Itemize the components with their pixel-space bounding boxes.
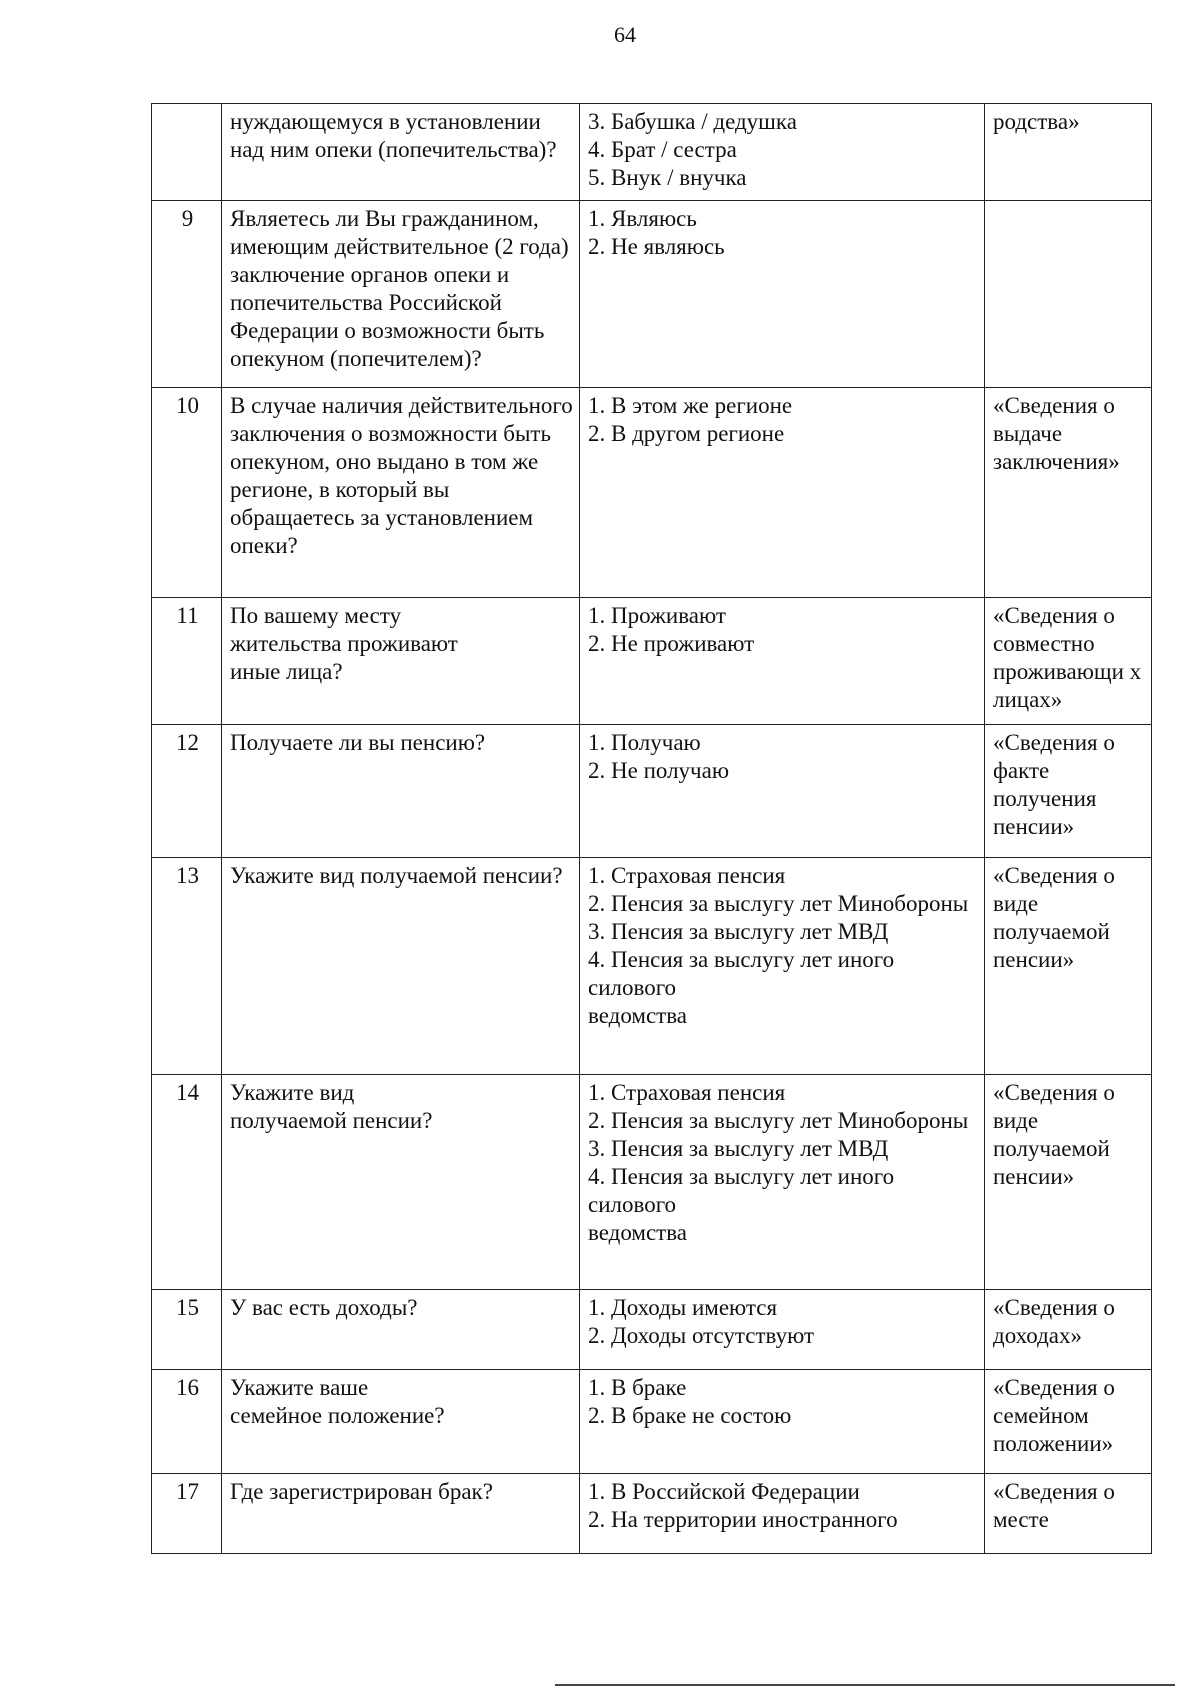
row-number: 11: [152, 598, 222, 725]
record-cell: «Сведения о виде получаемой пенсии»: [985, 1075, 1152, 1290]
record-cell: «Сведения о семейном положении»: [985, 1370, 1152, 1474]
table-row: [152, 201, 1152, 388]
row-number: 12: [152, 725, 222, 858]
record-cell: «Сведения о выдаче заключения»: [985, 388, 1152, 598]
answers-cell: 1. В браке 2. В браке не состою: [580, 1370, 985, 1474]
question-cell: нуждающемуся в установлении над ним опеки (попечительства)?: [222, 104, 580, 201]
question-cell: Укажите ваше семейное положение?: [222, 1370, 580, 1474]
table-row: [152, 1474, 1152, 1554]
question-cell: Укажите вид получаемой пенсии?: [222, 1075, 580, 1290]
question-cell: По вашему месту жительства проживают иные лица?: [222, 598, 580, 725]
table-row: [152, 1290, 1152, 1370]
table-row: [152, 1075, 1152, 1290]
table-row: [152, 1370, 1152, 1474]
record-cell: «Сведения о доходах»: [985, 1290, 1152, 1370]
answers-cell: 1. Страховая пенсия 2. Пенсия за выслугу лет Минобороны 3. Пенсия за выслугу лет МВД 4. Пенсия за выслугу лет иного силового ведомства: [580, 1075, 985, 1290]
answers-cell: 1. Являюсь 2. Не являюсь: [580, 201, 985, 388]
record-cell: родства»: [985, 104, 1152, 201]
table-row: [152, 598, 1152, 725]
answers-cell: 1. В этом же регионе 2. В другом регионе: [580, 388, 985, 598]
record-cell: «Сведения о факте получения пенсии»: [985, 725, 1152, 858]
scan-edge-line: [555, 1684, 1175, 1686]
question-cell: Получаете ли вы пенсию?: [222, 725, 580, 858]
table-row: [152, 725, 1152, 858]
record-cell: [985, 201, 1152, 388]
questionnaire-table-wrapper: [151, 103, 1151, 1554]
question-cell: В случае наличия действительного заключения о возможности быть опекуном, оно выдано в том же регионе, в который вы обращаетесь за установлением опеки?: [222, 388, 580, 598]
row-number: 15: [152, 1290, 222, 1370]
record-cell: «Сведения о виде получаемой пенсии»: [985, 858, 1152, 1075]
answers-cell: 1. Получаю 2. Не получаю: [580, 725, 985, 858]
row-number: 9: [152, 201, 222, 388]
answers-cell: 3. Бабушка / дедушка 4. Брат / сестра 5. Внук / внучка: [580, 104, 985, 201]
answers-cell: 1. Проживают 2. Не проживают: [580, 598, 985, 725]
answers-cell: 1. Страховая пенсия 2. Пенсия за выслугу лет Минобороны 3. Пенсия за выслугу лет МВД 4. Пенсия за выслугу лет иного силового ведомства: [580, 858, 985, 1075]
row-number: [152, 104, 222, 201]
row-number: 17: [152, 1474, 222, 1554]
answers-cell: 1. Доходы имеются 2. Доходы отсутствуют: [580, 1290, 985, 1370]
row-number: 13: [152, 858, 222, 1075]
table-row: [152, 388, 1152, 598]
table-row: [152, 858, 1152, 1075]
page-number: 64: [614, 22, 636, 47]
record-cell: «Сведения о совместно проживающи х лицах»: [985, 598, 1152, 725]
question-cell: У вас есть доходы?: [222, 1290, 580, 1370]
question-cell: Где зарегистрирован брак?: [222, 1474, 580, 1554]
record-cell: «Сведения о месте: [985, 1474, 1152, 1554]
questionnaire-table: [151, 103, 1152, 1554]
row-number: 10: [152, 388, 222, 598]
question-cell: Укажите вид получаемой пенсии?: [222, 858, 580, 1075]
row-number: 14: [152, 1075, 222, 1290]
table-row: [152, 104, 1152, 201]
question-cell: Являетесь ли Вы гражданином, имеющим действительное (2 года) заключение органов опеки и попечительства Российской Федерации о возможности быть опекуном (попечителем)?: [222, 201, 580, 388]
answers-cell: 1. В Российской Федерации 2. На территории иностранного: [580, 1474, 985, 1554]
row-number: 16: [152, 1370, 222, 1474]
